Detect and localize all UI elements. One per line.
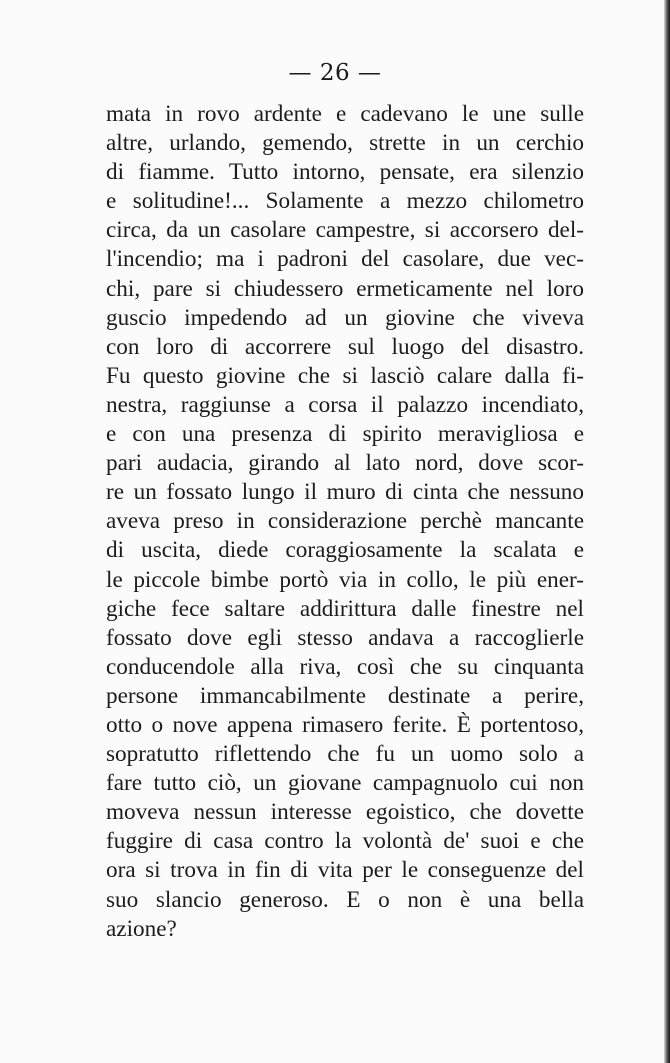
text-line: guscio impedendo ad un giovine che viveva (106, 304, 584, 331)
text-line: conducendole alla riva, così che su cinquanta (106, 653, 584, 680)
text-line: fare tutto ciò, un giovane campagnuolo cui non (106, 770, 584, 797)
text-line: mata in rovo ardente e cadevano le une sulle (106, 101, 584, 127)
text-line: otto o nove appena rimasero ferite. È portentoso, (106, 711, 584, 738)
text-line: suo slancio generoso. E o non è una bella (106, 886, 584, 913)
text-line: moveva nessun interesse egoistico, che dovette (106, 799, 584, 826)
text-line: aveva preso in considerazione perchè mancante (106, 508, 584, 535)
text-line: persone immancabilmente destinate a perire, (106, 682, 584, 709)
text-line: fuggire di casa contro la volontà de' suoi e che (106, 828, 584, 855)
text-line: circa, da un casolare campestre, si accorsero del- (106, 217, 584, 244)
body-text (106, 100, 584, 944)
text-line: re un fossato lungo il muro di cinta che nessuno (106, 479, 584, 506)
text-line: fossato dove egli stesso andava a raccoglierle (106, 624, 584, 651)
text-line: di fiamme. Tutto intorno, pensate, era silenzio (106, 159, 584, 186)
text-line: e solitudine!... Solamente a mezzo chilometro (106, 188, 584, 215)
text-line: Fu questo giovine che si lasciò calare dalla fi- (106, 362, 584, 389)
text-line: ora si trova in fin di vita per le conseguenze del (106, 857, 584, 884)
text-line: giche fece saltare addirittura dalle finestre nel (106, 595, 584, 622)
text-line: di uscita, diede coraggiosamente la scalata e (106, 537, 584, 564)
text-line: pari audacia, girando al lato nord, dove scor- (106, 450, 584, 477)
page-number: — 26 — (288, 60, 382, 86)
text-line: nestra, raggiunse a corsa il palazzo incendiato, (106, 391, 584, 418)
text-line: sopratutto riflettendo che fu un uomo solo a (106, 741, 584, 768)
text-line: chi, pare si chiudessero ermeticamente nel loro (106, 275, 584, 302)
text-line: e con una presenza di spirito meravigliosa e (106, 421, 584, 448)
text-line: con loro di accorrere sul luogo del disastro. (106, 333, 584, 360)
text-line: l'incendio; ma i padroni del casolare, due vec- (106, 246, 584, 273)
text-line: le piccole bimbe portò via in collo, le più ener- (106, 566, 584, 593)
page-edge-shadow (664, 0, 670, 1063)
text-line: azione? (106, 915, 177, 942)
text-line: altre, urlando, gemendo, strette in un cerchio (106, 130, 584, 157)
